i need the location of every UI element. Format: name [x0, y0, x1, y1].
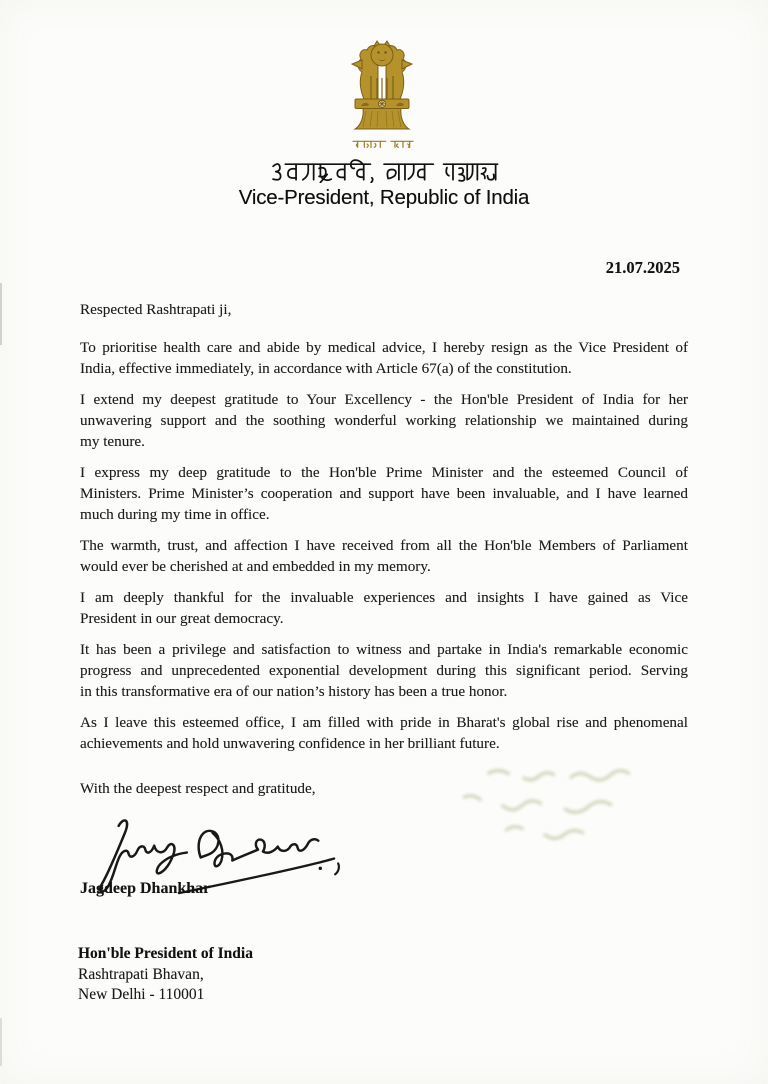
paragraph-line: in this transformative era of our nation’s history has been a true honor. — [80, 683, 508, 700]
body-paragraph — [80, 462, 688, 525]
body-paragraph — [80, 535, 688, 577]
paragraph-line: would ever be cherished at and embedded in my memory. — [80, 558, 431, 575]
body-paragraph — [80, 712, 688, 754]
paragraph-line: India, effective immediately, in accordance with Article 67(a) of the constitution. — [80, 360, 572, 377]
recipient-name: Hon'ble President of India — [78, 945, 253, 962]
paragraph-line: much during my time in office. — [80, 506, 270, 523]
paragraph-line: President in our great democracy. — [80, 610, 284, 627]
paragraph-line: As I leave this esteemed office, I am filled with pride in Bharat's global rise and phenomenal — [80, 714, 688, 731]
salutation: Respected Rashtrapati ji, — [80, 301, 232, 318]
paragraph-line: The warmth, trust, and affection I have received from all the Hon'ble Members of Parliament — [80, 537, 688, 554]
closing-line: With the deepest respect and gratitude, — [80, 780, 316, 797]
scan-edge-artifact — [0, 283, 2, 345]
recipient-address-line: New Delhi - 110001 — [78, 986, 205, 1003]
paragraph-line: achievements and hold unwavering confidence in her brilliant future. — [80, 735, 500, 752]
body-paragraph — [80, 639, 688, 702]
paragraph-line: unwavering support and the soothing wonderful working relationship we maintained during — [80, 412, 688, 429]
recipient-block — [78, 944, 253, 1006]
ashoka-lion-capital-emblem-icon — [347, 38, 417, 136]
paragraph-line: It has been a privilege and satisfaction to witness and partake in India's remarkable economic — [80, 641, 688, 658]
paragraph-line: my tenure. — [80, 433, 145, 450]
paragraph-line: Ministers. Prime Minister’s cooperation and support have been invaluable, and I have learned — [80, 485, 688, 502]
letter-date: 21.07.2025 — [605, 258, 680, 277]
body-paragraph — [80, 337, 688, 379]
paragraph-line: I express my deep gratitude to the Hon'ble Prime Minister and the esteemed Council of — [80, 464, 688, 481]
paragraph-line: progress and unprecedented exponential development during this significant period. Serving — [80, 662, 688, 679]
paragraph-line: I extend my deepest gratitude to Your Excellency - the Hon'ble President of India for her — [80, 391, 688, 408]
title-english: Vice-President, Republic of India — [238, 186, 530, 209]
scan-edge-artifact — [0, 1018, 2, 1066]
satyameva-jayate-caption — [351, 137, 415, 151]
title-hindi — [269, 159, 499, 183]
letter-body — [80, 299, 688, 764]
body-paragraph — [80, 389, 688, 452]
paragraph-line: To prioritise health care and abide by medical advice, I hereby resign as the Vice President of — [80, 339, 688, 356]
paragraph-line: I am deeply thankful for the invaluable experiences and insights I have gained as Vice — [80, 589, 688, 606]
page-show-through-artifact — [319, 755, 654, 866]
recipient-address-line: Rashtrapati Bhavan, — [78, 965, 204, 983]
body-paragraph — [80, 587, 688, 629]
sender-name: Jagdeep Dhankhar — [80, 880, 211, 897]
